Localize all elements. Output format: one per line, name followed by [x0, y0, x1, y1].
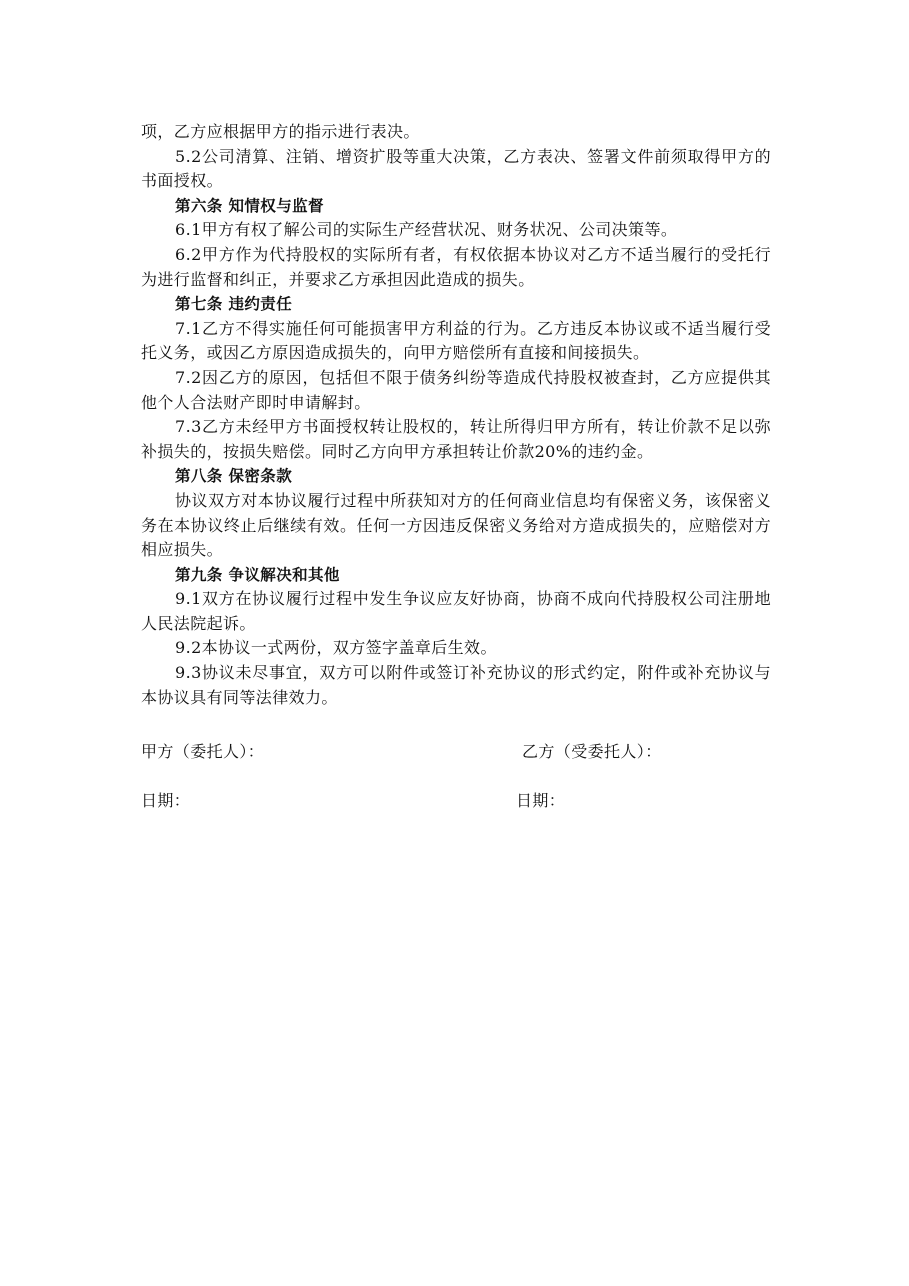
clause-9-2: 9.2本协议一式两份，双方签字盖章后生效。: [175, 638, 497, 658]
article-7-heading: 第七条 违约责任: [175, 295, 293, 314]
article-8-heading: 第八条 保密条款: [175, 467, 293, 486]
clause-6-1: 6.1甲方有权了解公司的实际生产经营状况、财务状况、公司决策等。: [175, 220, 678, 240]
article-6-heading: 第六条 知情权与监督: [175, 196, 324, 215]
clause-5-2: 5.2公司清算、注销、增资扩股等重大决策，乙方表决、签署文件前须取得甲方的书面授权。: [141, 146, 771, 191]
clause-9-1: 9.1双方在协议履行过程中发生争议应友好协商，协商不成向代持股权公司注册地人民法院起诉。: [141, 589, 771, 633]
clause-9-3: 9.3协议未尽事宜，双方可以附件或签订补充协议的形式约定，附件或补充协议与本协议具有同等法律效力。: [141, 663, 771, 707]
party-a-date-label: 日期：: [141, 791, 191, 810]
clause-7-1: 7.1乙方不得实施任何可能损害甲方利益的行为。乙方违反本协议或不适当履行受托义务，或因乙方原因造成损失的，向甲方赔偿所有直接和间接损失。: [141, 318, 771, 363]
party-a-signature-label: 甲方（委托人）：: [141, 742, 265, 761]
paragraph-continuation: 项，乙方应根据甲方的指示进行表决。: [141, 122, 420, 141]
article-9-heading: 第九条 争议解决和其他: [175, 565, 340, 584]
agreement-body: [141, 120, 771, 710]
confidentiality-clause: 协议双方对本协议履行过程中所获知对方的任何商业信息均有保密义务，该保密义务在本协议终止后继续有效。任何一方因违反保密义务给对方造成损失的，应赔偿对方相应损失。: [141, 490, 771, 560]
clause-6-2: 6.2甲方作为代持股权的实际所有者，有权依据本协议对乙方不适当履行的受托行为进行监督和纠正，并要求乙方承担因此造成的损失。: [141, 244, 771, 289]
party-b-date-label: 日期：: [516, 791, 566, 810]
clause-7-2: 7.2因乙方的原因，包括但不限于债务纠纷等造成代持股权被查封，乙方应提供其他个人合法财产即时申请解封。: [141, 367, 771, 412]
party-b-signature-label: 乙方（受委托人）：: [522, 742, 662, 761]
clause-7-3: 7.3乙方未经甲方书面授权转让股权的，转让所得归甲方所有，转让价款不足以弥补损失的，按损失赔偿。同时乙方向甲方承担转让价款20%的违约金。: [141, 417, 771, 461]
